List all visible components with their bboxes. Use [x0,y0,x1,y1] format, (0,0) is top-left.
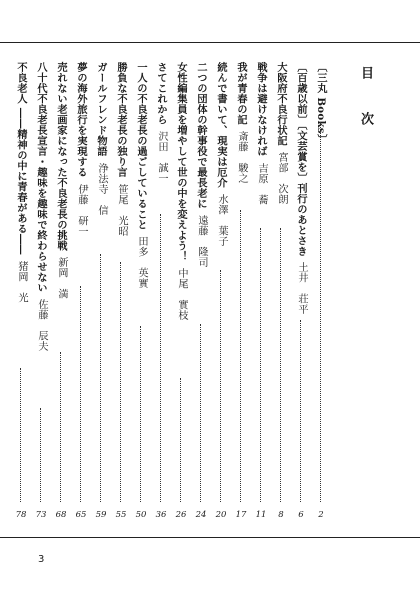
toc-entry-page: 59 [95,510,107,520]
dot-leader [280,228,281,502]
page-number: 3 [38,554,45,565]
toc-entry-page: 8 [278,510,284,520]
toc-entry-title: 〔三丸 Books〕 [315,62,327,145]
dot-leader [260,228,261,502]
toc-entry-page: 17 [235,510,247,520]
toc-entry-title: 女性編集員を増やして世の中を変えよう！ [175,62,187,262]
toc-entry-page: 36 [155,510,167,520]
dot-leader [120,262,121,502]
toc-entry-page: 20 [215,510,227,520]
toc-entry-page: 2 [318,510,324,520]
dot-leader [20,368,21,502]
dot-leader [240,210,241,502]
toc-entry-author: 田多 英實 [136,236,147,289]
toc-entry-title: 我が青春の記 [235,62,247,125]
toc-entry-author: 笹尾 光昭 [116,183,127,236]
toc-entry-page: 11 [255,510,267,520]
toc-entry-page: 26 [175,510,187,520]
toc-entry-author: 土井 荘平 [296,262,307,315]
toc-entry-title: さてこれから [155,62,167,125]
toc-entry[interactable] [294,62,308,522]
toc-entry[interactable] [54,62,68,522]
toc-entry-author: 沢田 誠一 [156,131,167,184]
toc-entry-page: 50 [135,510,147,520]
dot-leader [320,122,321,502]
page-title: 目 次 [358,66,373,135]
toc-entry-title: 夢の海外旅行を実現する [75,62,87,178]
toc-entry-title: 続んで書いて、現実は厄介 [215,62,227,188]
toc-entry-page: 65 [75,510,87,520]
dot-leader [140,326,141,502]
toc-entry-page: 24 [195,510,207,520]
toc-entry-title: 不良老人 ――精神の中に青春がある―― [15,62,27,255]
toc-entry-page: 55 [115,510,127,520]
dot-leader [60,352,61,502]
toc-entry[interactable] [14,62,28,522]
toc-entry[interactable] [114,62,128,522]
toc-entry-title: 勝負な不良老長の独り言 [115,62,127,178]
toc-entry-title: 一人の不良老長の過ごしていること [135,62,147,230]
toc-entry[interactable] [94,62,108,522]
toc-entry-author: 伊藤 研一 [76,183,87,236]
toc-entry-author: 中尾 實枝 [176,267,187,320]
toc-entry[interactable] [214,62,228,522]
toc-entry-title: 戦争は避けなければ [255,62,267,157]
table-of-contents [0,62,420,522]
toc-entry[interactable] [234,62,248,522]
toc-entry-author: 遠藤 隆司 [196,215,207,268]
toc-entry[interactable] [194,62,208,522]
toc-entry-author: 佐藤 辰夫 [36,299,47,352]
toc-entry[interactable] [154,62,168,522]
dot-leader [100,254,101,502]
toc-entry[interactable] [254,62,268,522]
toc-entry-page: 78 [15,510,27,520]
toc-entry[interactable] [174,62,188,522]
toc-entry-title: ガールフレンド物語 [95,62,107,157]
toc-entry-page: 6 [298,510,304,520]
dot-leader [220,270,221,502]
toc-entry-author: 斎藤 駿之 [236,131,247,184]
top-rule [0,42,420,43]
toc-entry-author: 浄法寺 信 [96,162,107,215]
toc-entry[interactable] [74,62,88,522]
dot-leader [40,408,41,502]
dot-leader [160,214,161,502]
toc-entry-title: 売れない老画家になった不良老長の挑戦 [55,62,67,251]
toc-entry-page: 73 [35,510,47,520]
toc-entry-author: 新岡 満 [56,257,67,299]
dot-leader [80,286,81,502]
bottom-rule [0,537,420,538]
dot-leader [180,378,181,502]
toc-entry-author: 水澤 葉子 [216,194,227,247]
toc-entry-title: 二つの団体の幹事役で最長老に [195,62,207,209]
toc-entry[interactable] [34,62,48,522]
toc-entry[interactable] [314,62,328,522]
toc-entry-author: 猪岡 光 [16,260,27,303]
toc-entry-author: 吉原 蕎 [256,162,267,205]
toc-entry-title: 大阪府不良行状記 [275,62,287,146]
toc-entry-title: 〔百歳以前〕〔文芸賞を〕刊行のあとさき [295,62,307,257]
toc-entry[interactable] [274,62,288,522]
dot-leader [300,320,301,502]
toc-entry-page: 68 [55,510,67,520]
toc-entry-author: 宮部 次朗 [276,152,287,205]
toc-entry[interactable] [134,62,148,522]
toc-entry-title: 八十代不良老長宣言・趣味を趣味で終わらせない [35,62,47,293]
dot-leader [200,324,201,502]
